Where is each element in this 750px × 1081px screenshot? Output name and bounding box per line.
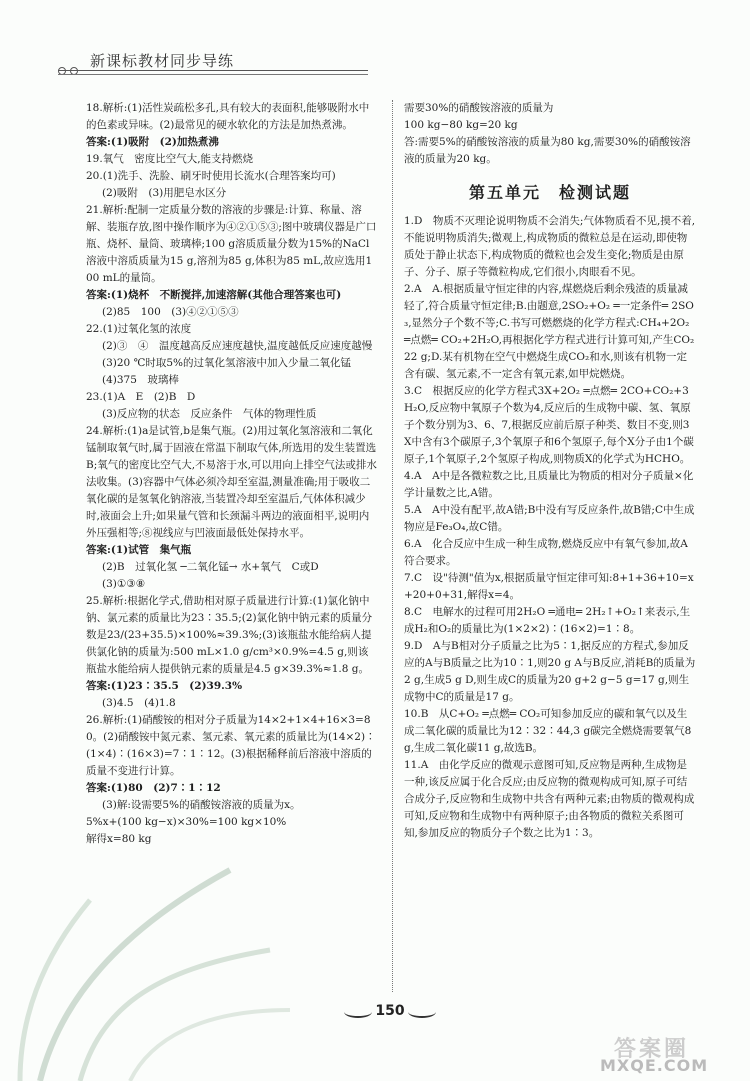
paragraph-s4: 4.A A中是各微粒数之比,且质量比为物质的相对分子质量×化学计量数之比,A错。 [404, 470, 694, 499]
paragraph-q26b: 答案:(1)80 (2)7∶1∶12 [86, 782, 221, 794]
paragraph-s11: 11.A 由化学反应的微观示意图可知,反应物是两种,生成物是一种,该反应属于化合反应;由反应物的微观构成可知,原子可结合成分子,反应物和生成物中共含有两种元素;由物质的微观构成可知,反应物和生成物中有两种原子;由各物质的微粒关系图可知,参加反应的物质分子个数之比为1∶3。 [404, 759, 695, 839]
paragraph-s2: 2.A A.根据质量守恒定律的内容,煤燃烧后剩余残渣的质量减轻了,符合质量守恒定律;B.由题意,2SO₂+O₂ ═一定条件═ 2SO₃,显然分子个数不等;C.书写可燃燃烧的化学方程式:CH₄+2O₂ ═点燃═ CO₂+2H₂O,再根据化学方程式进行计算可知,产生CO₂ 22 g;D.某有机物在空气中燃烧生成CO₂和水,则该有机物一定含有碳、氢元素,不一定含有氧元素,如甲烷燃烧。 [404, 283, 695, 380]
paragraph-q18b: 答案:(1)吸附 (2)加热煮沸 [86, 136, 219, 148]
paragraph-q18a: 18.解析:(1)活性炭疏松多孔,具有较大的表面积,能够吸附水中的色素或异味。(2)最常见的硬水软化的方法是加热煮沸。 [86, 102, 370, 131]
left-column [86, 100, 378, 848]
watermark [600, 1032, 750, 1078]
paragraph-q20a: 20.(1)洗手、洗脸、刷牙时使用长流水(合理答案均可) [86, 170, 336, 182]
continued-answer [404, 100, 696, 168]
paragraph-q21c: (2)85 100 (3)④②①⑤③ [102, 306, 239, 318]
paragraph-q20b: (2)吸附 (3)用肥皂水区分 [102, 187, 227, 199]
paragraph-r2: 100 kg−80 kg=20 kg [404, 119, 518, 131]
paragraph-q26d: 5%x+(100 kg−x)×30%=100 kg×10% [86, 816, 287, 828]
paragraph-q22a: 22.(1)过氧化氢的浓度 [86, 323, 192, 335]
paragraph-s5: 5.A A中没有配平,故A错;B中没有写反应条件,故B错;C中生成物应是Fe₃O₄,故C错。 [404, 504, 695, 533]
watermark-logo: 答案圈 [614, 1037, 690, 1062]
paragraph-s8: 8.C 电解水的过程可用2H₂O ═通电═ 2H₂↑+O₂↑来表示,生成H₂和O₂的质量比为(1×2×2)∶(16×2)=1∶8。 [404, 606, 691, 635]
paragraph-q26a: 26.解析:(1)硝酸铵的相对分子质量为14×2+1×4+16×3=80。(2)硝酸铵中氮元素、氢元素、氧元素的质量比为(14×2)∶(1×4)∶(16×3)=7∶1∶12。(3)根据稀释前后溶液中溶质的质量不变进行计算。 [86, 714, 376, 777]
right-column [404, 100, 696, 842]
paragraph-r3: 答:需要5%的硝酸铵溶液的质量为80 kg,需要30%的硝酸铵溶液的质量为20 kg。 [404, 136, 691, 165]
unit-title: 第五单元 检测试题 [468, 183, 631, 202]
paragraph-q26c: (3)解:设需要5%的硝酸铵溶液的质量为x。 [102, 799, 301, 811]
paragraph-q24a: 24.解析:(1)a是试管,b是集气瓶。(2)用过氧化氢溶液和二氧化锰制取氧气时,属于固液在常温下制取气体,所选用的发生装置选B;氧气的密度比空气大,不易溶于水,可以用向上排空气法或排水法收集。(3)容器中气体必须冷却至室温,测量准确;用于吸收二氧化碳的是氢氧化钠溶液,当装置冷却至室温后,气体体积减少时,液面会上升;如果量气管和长颈漏斗两边的液面相平,说明内外压强相等;⑧视线应与凹液面最低处保持水平。 [86, 425, 377, 539]
watermark-url: MXQE.COM [600, 1056, 709, 1075]
paragraph-q19: 19.氧气 密度比空气大,能支持燃烧 [86, 153, 254, 165]
ornament-icon [408, 1006, 436, 1018]
paragraph-q24c: (2)B 过氧化氢 ─二氧化锰→ 水+氧气 C或D [102, 561, 319, 573]
paragraph-q21a: 21.解析:配制一定质量分数的溶液的步骤是:计算、称量、溶解、装瓶存放,图中操作顺序为④②①⑤③;图中玻璃仪器是广口瓶、烧杯、量筒、玻璃棒;100 g溶质质量分数为15%的NaCl溶液中溶质质量为15 g,溶剂为85 g,体积为85 mL,故应选用100 mL的量筒。 [86, 204, 377, 284]
paragraph-s10: 10.B 从C+O₂ ═点燃═ CO₂可知参加反应的碳和氧气以及生成二氧化碳的质量比为12∶32∶44,3 g碳完全燃烧需要氧气8 g,生成二氧化碳11 g,故选B。 [404, 708, 692, 754]
paragraph-q24b: 答案:(1)试管 集气瓶 [86, 544, 192, 556]
column-divider [392, 100, 393, 992]
paragraph-s1: 1.D 物质不灭理论说明物质不会消失;气体物质看不见,摸不着,不能说明物质消失;微观上,构成物质的微粒总是在运动,即使物质处于静止状态下,构成物质的微粒也会发生变化;物质是由原子、分子、原子等微粒构成,它们很小,肉眼看不见。 [404, 215, 696, 278]
header-title: 新课标教材同步导练 [90, 52, 235, 70]
paragraph-q24d: (3)①③⑧ [102, 578, 146, 590]
header-rule [58, 70, 368, 71]
page-header [58, 48, 378, 88]
ornament-icon [344, 1006, 372, 1018]
page-number: 150 [375, 1003, 405, 1019]
paragraph-q26e: 解得x=80 kg [86, 833, 152, 845]
paragraph-r1: 需要30%的硝酸铵溶液的质量为 [404, 102, 554, 114]
paragraph-q23a: 23.(1)A E (2)B D [86, 391, 196, 403]
test-answers [404, 213, 696, 842]
paragraph-s3: 3.C 根据反应的化学方程式3X+2O₂ ═点燃═ 2CO+CO₂+3H₂O,反应物中氧原子个数为4,反应后的生成物中碳、氢、氧原子个数分别为3、6、7,根据反应前后原子种类、数目不变,则3X中含有3个碳原子,3个氧原子和6个氢原子,每个X分子由1个碳原子,1个氧原子,2个氢原子构成,则物质X的化学式为HCHO。 [404, 385, 694, 465]
paragraph-q25b: 答案:(1)23∶35.5 (2)39.3% [86, 680, 243, 692]
paragraph-q22d: (4)375 玻璃棒 [102, 374, 179, 386]
paragraph-q22b: (2)③ ④ 温度越高反应速度越快,温度越低反应速度越慢 [102, 340, 373, 352]
paragraph-q21b: 答案:(1)烧杯 不断搅拌,加速溶解(其他合理答案也可) [86, 289, 342, 301]
header-rule [58, 74, 368, 75]
paragraph-q22c: (3)20 ℃时取5%的过氧化氢溶液中加入少量二氧化锰 [102, 357, 351, 369]
page-footer [340, 1000, 440, 1024]
paragraph-s6: 6.A 化合反应中生成一种生成物,燃烧反应中有氧气参加,故A符合要求。 [404, 538, 688, 567]
paragraph-q25c: (3)4.5 (4)1.8 [102, 697, 176, 709]
paragraph-s7: 7.C 设"待测"值为x,根据质量守恒定律可知:8+1+36+10=x+20+0+31,解得x=4。 [404, 572, 694, 601]
paragraph-q23b: (3)反应物的状态 反应条件 气体的物理性质 [102, 408, 317, 420]
paragraph-s9: 9.D A与B相对分子质量之比为5∶1,据反应的方程式,参加反应的A与B质量之比为10∶1,则20 g A与B反应,消耗B的质量为2 g,生成5 g D,则生成C的质量为20 g+2 g−5 g=17 g,则生成物中C的质量是17 g。 [404, 640, 696, 703]
paragraph-q25a: 25.解析:根据化学式,借助相对原子质量进行计算:(1)氯化钠中钠、氯元素的质量比为23∶35.5;(2)氯化钠中钠元素的质量分数是23/(23+35.5)×100%≈39.3%;(3)该瓶盐水能给病人提供氯化钠的质量为:500 mL×1.0 g/cm³×0.9%=4.5 g,则该瓶盐水能给病人提供钠元素的质量是4.5 g×39.3%≈1.8 g。 [86, 595, 373, 675]
